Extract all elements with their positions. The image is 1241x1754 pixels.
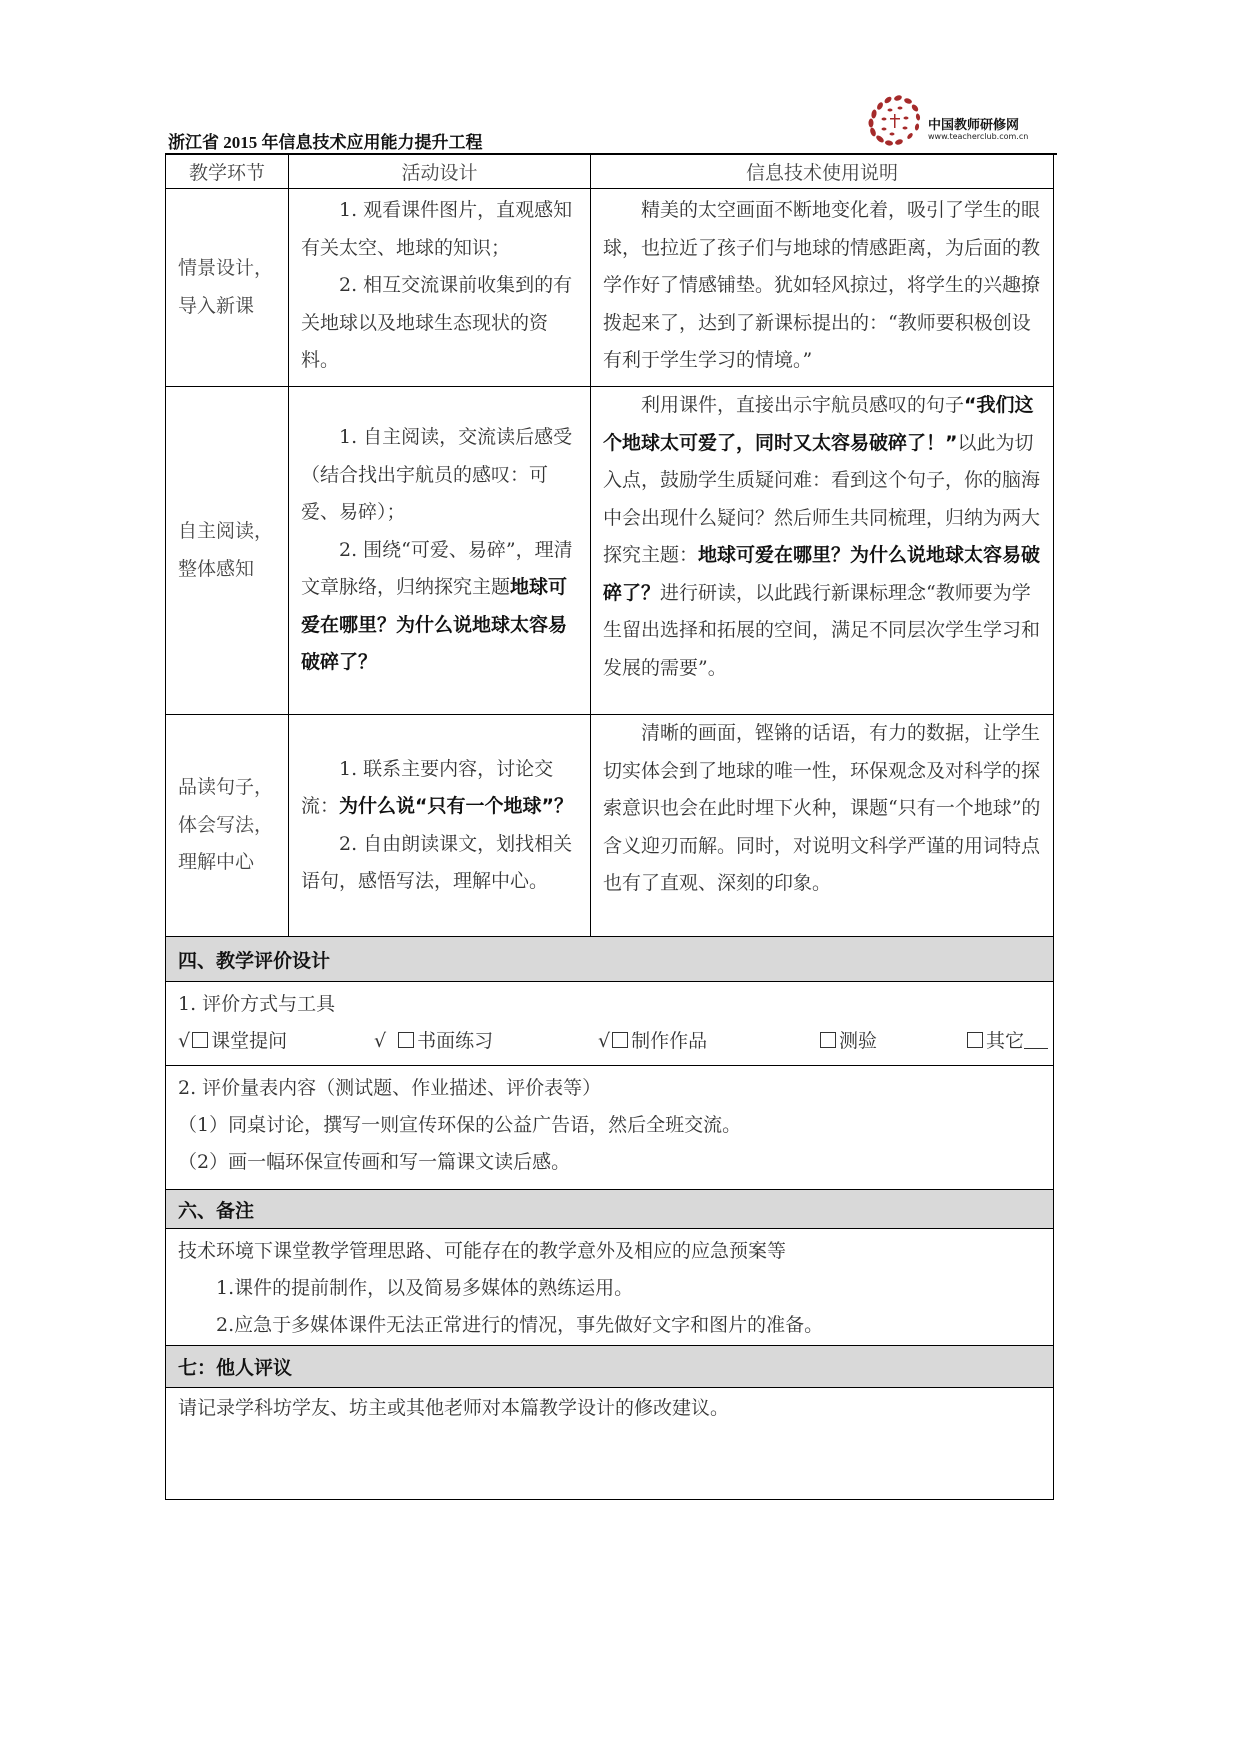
stage-label: 自主阅读，整体感知 bbox=[178, 520, 274, 580]
activity-cell bbox=[288, 715, 590, 936]
teacherclub-logo bbox=[862, 92, 1052, 148]
explanation-part: 以此为切入点，鼓励学生质疑问难：看到这个句子，你的脑海中会出现什么疑问？然后师生共同梳理，归纳为两大探究主题： bbox=[603, 431, 1041, 566]
checkbox-label: 书面练习 bbox=[417, 1030, 494, 1052]
section-header-evaluation: 四、教学评价设计 bbox=[166, 937, 1053, 982]
notes-item: 1.课件的提前制作，以及简易多媒体的熟练运用。 bbox=[216, 1277, 634, 1299]
checkbox-production-work[interactable] bbox=[598, 1023, 707, 1060]
checkbox-square-icon bbox=[612, 1032, 628, 1048]
astronaut-quote-bold: “我们这个地球太可爱了，同时又太容易破碎了！” bbox=[603, 394, 1034, 454]
section-header-notes: 六、备注 bbox=[166, 1190, 1053, 1229]
stage-cell bbox=[166, 387, 288, 714]
evaluation-content-label: 2. 评价量表内容（测试题、作业描述、评价表等） bbox=[178, 1077, 602, 1099]
evaluation-methods-label: 1. 评价方式与工具 bbox=[178, 993, 336, 1015]
check-mark-icon: √ bbox=[374, 1030, 387, 1052]
activity-item: 1. 自主阅读，交流读后感受（结合找出宇航员的感叹：可爱、易碎）； bbox=[301, 426, 573, 524]
discussion-question-bold: 为什么说“只有一个地球”？ bbox=[339, 795, 573, 817]
stage-cell bbox=[166, 189, 288, 386]
explanation-cell bbox=[590, 189, 1053, 386]
activity-item: 2. 自由朗读课文，划找相关语句，感悟写法，理解中心。 bbox=[301, 832, 573, 892]
logo-url: www.teacherclub.com.cn bbox=[928, 132, 1029, 141]
table-row bbox=[166, 189, 1053, 387]
lesson-plan-table bbox=[165, 155, 1054, 1500]
checkbox-square-icon bbox=[192, 1032, 208, 1048]
activity-item: 2. 相互交流课前收集到的有关地球以及地球生态现状的资料。 bbox=[301, 274, 573, 371]
activity-cell bbox=[288, 387, 590, 714]
other-blank-line[interactable] bbox=[1024, 1030, 1048, 1049]
evaluation-methods-checklist bbox=[178, 1023, 1053, 1060]
activity-text: 2. 围绕“可爱、易碎”，理清文章脉络，归纳探究主题 bbox=[301, 538, 573, 599]
peer-review-prompt: 请记录学科坊学友、坊主或其他老师对本篇教学设计的修改建议。 bbox=[178, 1397, 730, 1419]
notes-block bbox=[166, 1229, 1053, 1346]
notes-intro: 技术环境下课堂教学管理思路、可能存在的教学意外及相应的应急预案等 bbox=[178, 1240, 787, 1262]
explanation-text: 清晰的画面，铿锵的话语，有力的数据，让学生切实体会到了地球的唯一性，环保观念及对科学的探索意识也会在此时埋下火种，课题“只有一个地球”的含义迎刃而解。同时，对说明文科学严谨的用词特点也有了直观、深刻的印象。 bbox=[603, 722, 1041, 894]
notes-item: 2.应急于多媒体课件无法正常进行的情况，事先做好文字和图片的准备。 bbox=[216, 1314, 824, 1336]
checkbox-classroom-questions[interactable] bbox=[178, 1023, 287, 1060]
inquiry-theme-bold: 地球可爱在哪里？为什么说地球太容易破碎了？ bbox=[603, 544, 1041, 604]
explanation-text: 精美的太空画面不断地变化着，吸引了学生的眼球，也拉近了孩子们与地球的情感距离，为后面的教学作好了情感铺垫。犹如轻风掠过，将学生的兴趣撩拨起来了，达到了新课标提出的：“教师要积极创设有利于学生学习的情境。” bbox=[603, 199, 1041, 371]
checkbox-label: 其它 bbox=[986, 1030, 1025, 1052]
checkbox-written-exercises[interactable] bbox=[374, 1023, 493, 1060]
checkbox-label: 测验 bbox=[839, 1030, 878, 1052]
table-row bbox=[166, 715, 1053, 937]
checkbox-label: 制作作品 bbox=[631, 1030, 708, 1052]
checkbox-square-icon bbox=[820, 1032, 836, 1048]
activity-text: 1. 联系主要内容，讨论交流： bbox=[301, 757, 554, 817]
explanation-part: 利用课件，直接出示宇航员感叹的句子 bbox=[641, 394, 965, 416]
activity-item bbox=[301, 532, 582, 682]
explanation-cell bbox=[590, 387, 1053, 714]
check-mark-icon: √ bbox=[598, 1030, 611, 1052]
checkbox-quiz[interactable] bbox=[818, 1023, 877, 1060]
explanation-text bbox=[603, 387, 1043, 687]
spiral-dots-logo-icon bbox=[862, 92, 928, 148]
logo-name: 中国教师研修网 bbox=[928, 118, 1020, 133]
stage-label: 情景设计，导入新课 bbox=[178, 257, 274, 317]
checkbox-square-icon bbox=[967, 1032, 983, 1048]
column-header-activity: 活动设计 bbox=[288, 155, 590, 188]
table-row bbox=[166, 387, 1053, 715]
stage-cell bbox=[166, 715, 288, 936]
activity-cell bbox=[288, 189, 590, 386]
checkbox-other[interactable] bbox=[965, 1023, 1048, 1060]
explanation-cell bbox=[590, 715, 1053, 936]
section-header-peer-review: 七：他人评议 bbox=[166, 1346, 1053, 1388]
column-header-it-usage: 信息技术使用说明 bbox=[590, 155, 1053, 188]
column-header-stage: 教学环节 bbox=[188, 162, 265, 184]
check-mark-icon: √ bbox=[178, 1030, 191, 1052]
evaluation-item: （2）画一幅环保宣传画和写一篇课文读后感。 bbox=[178, 1151, 571, 1173]
table-header-row bbox=[166, 155, 1053, 189]
stage-label: 品读句子，体会写法，理解中心 bbox=[178, 776, 274, 874]
explanation-part: 进行研读，以此践行新课标理念“教师要为学生留出选择和拓展的空间，满足不同层次学生学习和发展的需要”。 bbox=[603, 581, 1041, 679]
activity-item bbox=[301, 751, 582, 826]
activity-item: 1. 观看课件图片，直观感知有关太空、地球的知识； bbox=[301, 199, 573, 259]
document-header-title: 浙江省 2015 年信息技术应用能力提升工程 bbox=[168, 133, 483, 152]
evaluation-content-block bbox=[166, 1066, 1053, 1190]
peer-review-block[interactable] bbox=[166, 1388, 1053, 1500]
evaluation-methods-block bbox=[166, 982, 1053, 1066]
inquiry-theme-bold: 地球可爱在哪里？为什么说地球太容易破碎了？ bbox=[301, 576, 568, 674]
evaluation-item: （1）同桌讨论，撰写一则宣传环保的公益广告语，然后全班交流。 bbox=[178, 1114, 742, 1136]
checkbox-label: 课堂提问 bbox=[211, 1030, 288, 1052]
checkbox-square-icon bbox=[398, 1032, 414, 1048]
